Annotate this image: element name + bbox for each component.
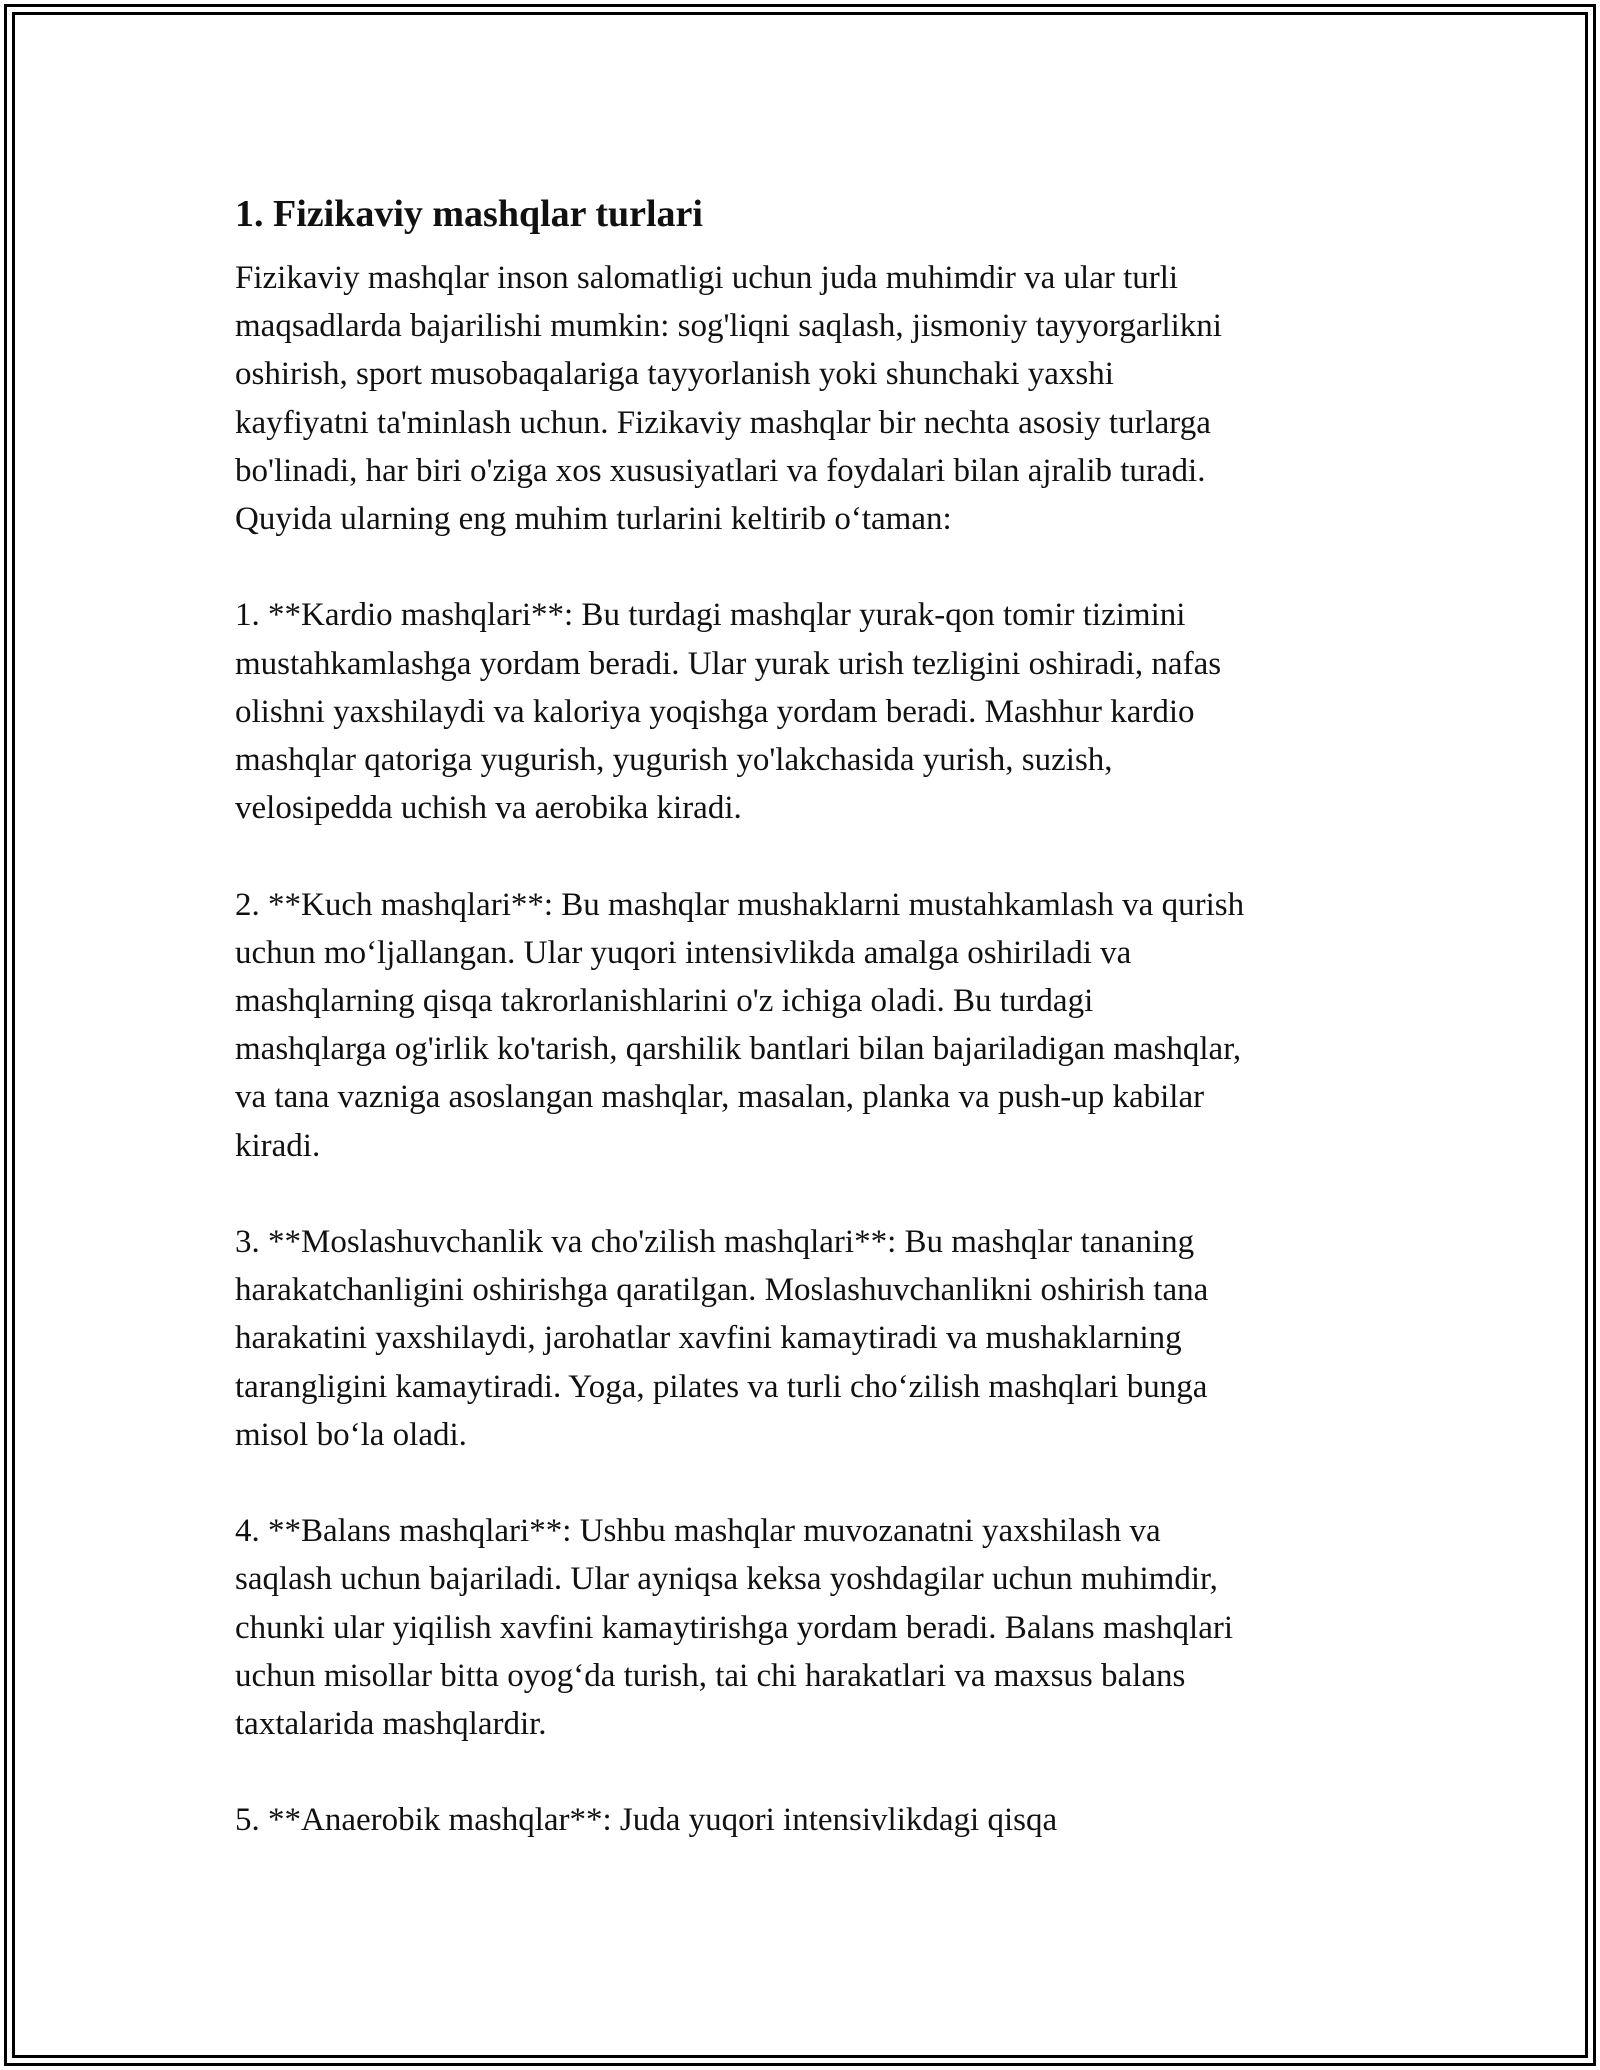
list-item-strength: 2. **Kuch mashqlari**: Bu mashqlar mushaklarni mustahkamlash va qurish uchun mo‘ljallangan. Ular yuqori intensivlikda amalga oshiriladi va mashqlarning qisqa takrorlanishlarini o'z ichiga oladi. Bu turdagi mashqlarga og'irlik ko'tarish, qarshilik bantlari bilan bajariladigan mashqlar, va tana vazniga asoslangan mashqlar, masalan, planka va push-up kabilar kiradi. [235,886,1245,1164]
intro-paragraph: Fizikaviy mashqlar inson salomatligi uchun juda muhimdir va ular turli maqsadlarda bajarilishi mumkin: sog'liqni saqlash, jismoniy tayyorgarlikni oshirish, sport musobaqalariga tayyorlanish yoki shunchaki yaxshi kayfiyatni ta'minlash uchun. Fizikaviy mashqlar bir nechta asosiy turlarga bo'linadi, har biri o'ziga xos xususiyatlari va foydalari bilan ajralib turadi. Quyida ularning eng muhim turlarini keltirib o‘taman: [235,260,1222,538]
list-item-flexibility: 3. **Moslashuvchanlik va cho'zilish mashqlari**: Bu mashqlar tananing harakatchanligini oshirishga qaratilgan. Moslashuvchanlikni oshirish tana harakatini yaxshilaydi, jarohatlar xavfini kamaytiradi va mushaklarning tarangligini kamaytiradi. Yoga, pilates va turli cho‘zilish mashqlari bunga misol bo‘la oladi. [235,1224,1209,1453]
list-item-anaerobic: 5. **Anaerobik mashqlar**: Juda yuqori intensivlikdagi qisqa [235,1802,1058,1839]
list-item-cardio: 1. **Kardio mashqlari**: Bu turdagi mashqlar yurak-qon tomir tizimini mustahkamlashga yordam beradi. Ular yurak urish tezligini oshiradi, nafas olishni yaxshilaydi va kaloriya yoqishga yordam beradi. Mashhur kardio mashqlar qatoriga yugurish, yugurish yo'lakchasida yurish, suzish, velosipedda uchish va aerobika kiradi. [235,597,1222,827]
document-title: 1. Fizikaviy mashqlar turlari [235,193,703,235]
document-body [235,186,1365,1893]
list-item-balance: 4. **Balans mashqlari**: Ushbu mashqlar muvozanatni yaxshilash va saqlash uchun bajariladi. Ular ayniqsa keksa yoshdagilar uchun muhimdir, chunki ular yiqilish xavfini kamaytirishga yordam beradi. Balans mashqlari uchun misollar bitta oyog‘da turish, tai chi harakatlari va maxsus balans taxtalarida mashqlardir. [235,1513,1234,1743]
